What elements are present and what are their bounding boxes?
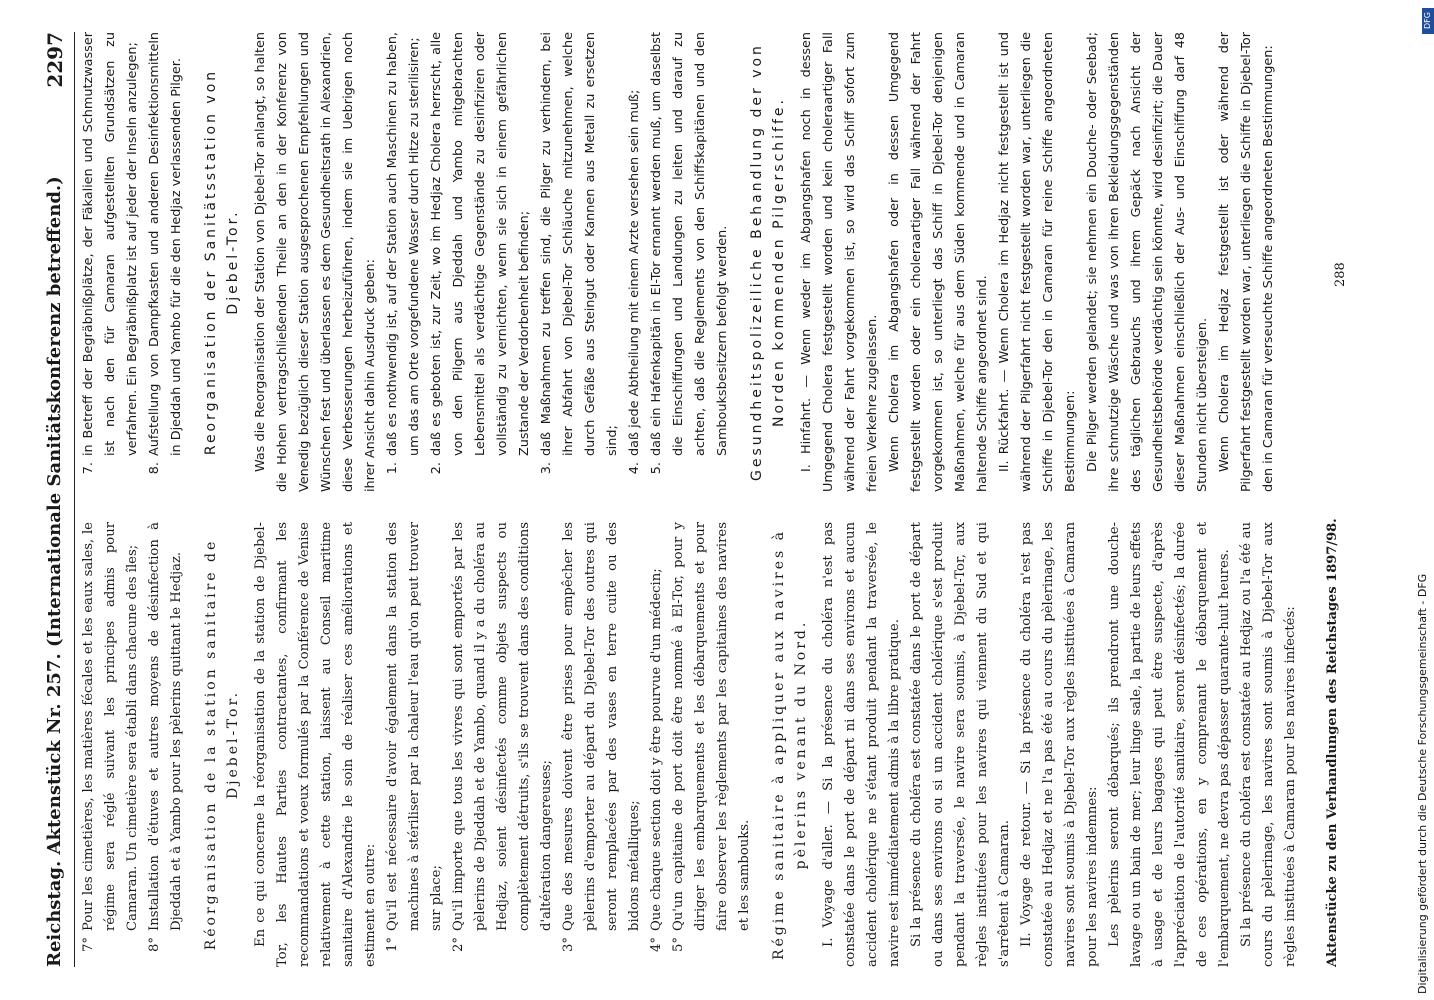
item-number: 3. <box>539 462 554 475</box>
german-column <box>78 32 1280 492</box>
numbered-item <box>78 32 144 492</box>
paragraph: I. Hinfahrt. — Wenn weder im Abgangshafen noch in dessen Umgegend Cholera festgestellt worden und kein choleraartiger Fall während der Fahrt vorgekommen ist, so wird das Schiff sofort zum freien Verkehre zugelassen. <box>799 32 880 492</box>
paragraph: Wenn Cholera im Abgangshafen oder in dessen Umgegend festgestellt worden oder ein choleraartiger Fall während der Fahrt vorgekommen ist, so unterliegt das Schiff in Djebel-Tor denjenigen Maßnahmen, welche für aus dem Süden kommende und in Camaran haltende Schiffe angeordnet sind. <box>887 32 990 492</box>
paragraph: Wenn Cholera im Hedjaz festgestellt ist oder während der Pilgerfahrt festgestellt worden war, unterliegen die Schiffe in Djebel-Tor den in Camaran für verseuchte Schiffe angeordneten Bestimmungen: <box>1217 32 1276 492</box>
section-heading-fr-1: Réorganisation de la station sanitaire de Djebel-Tor. <box>203 538 241 951</box>
item-text: daß es geboten ist, zur Zeit, wo im Hedjaz Cholera herrscht, alle von den Pilgern aus Djeddah und Yambo mitgebrachten Lebensmittel als verdächtige Gegenstände zu desinfiziren oder vollständig zu vernichten, wenn sie sich in einem gefährlichen Zustande der Verdorbenheit befinden; <box>429 32 532 456</box>
item-number: 7. <box>81 462 96 475</box>
item-text: in Betreff der Begräbnißplätze, der Fäkalien und Schmutzwasser ist nach den für Camaran aufgestellten Grundsätzen zu verfahren. Ein Begräbnißplatz ist auf jeder der Inseln anzulegen; <box>81 32 140 456</box>
paragraph: En ce qui concerne la réorganisation de la station de Djebel-Tor, les Hautes Parties contractantes, confirmant les recommandations et voeux formulés par la Conférence de Venise relativement à cette station, laissent au Conseil maritime sanitaire d'Alexandrie le soin de réaliser ces améliorations et estiment en outre: <box>253 522 378 967</box>
item-number: 2. <box>429 462 444 475</box>
section-heading-de-2: Gesundheitspolizeiliche Behandlung der von Norden kommenden Pilgerschiffe. <box>749 43 787 481</box>
numbered-item <box>536 32 624 492</box>
paragraph: Si la présence du choléra est constatée au Hedjaz ou l'a été au cours du pèlerinage, les navires sont soumis à Djebel-Tor aux règles instituées à Camaran pour les navires infectés: <box>1239 522 1298 967</box>
item-number: 8. <box>147 462 162 475</box>
item-text: Installation d'étuves et autres moyens de désinfection à Djeddah et à Yambo pour les pèlerins quittant le Hedjaz. <box>147 522 184 931</box>
item-number: 3° <box>561 937 576 952</box>
paragraph: II. Voyage de retour. — Si la présence du choléra n'est pas constatée au Hedjaz et ne l'a pas été au cours du pèlerinage, les navires sont soumis à Djebel-Tor aux règles instituées à Camaran pour les navires indemnes: <box>1019 522 1100 967</box>
numbered-item <box>144 32 188 492</box>
running-head: Reichstag. Aktenstück Nr. 257. (Internationale Sanitätskonferenz betreffend.) <box>44 176 65 967</box>
item-text: Que des mesures doivent être prises pour empêcher les pèlerins d'emporter au départ du Djebel-Tor des outres qui seront remplacées par des vases en terre cuite ou des bidons métalliques; <box>561 522 642 931</box>
item-text: daß es nothwendig ist, auf der Station auch Maschinen zu haben, um das am Orte vorgefundene Wasser durch Hitze zu sterilisiren; <box>385 32 422 456</box>
page-number: 2297 <box>43 32 67 88</box>
item-number: 1. <box>385 462 400 475</box>
item-text: daß Maßnahmen zu treffen sind, die Pilger zu verhindern, bei ihrer Abfahrt von Djebel-Tor Schläuche mitzunehmen, welche durch Gefäße aus Steingut oder Kannen aus Metall zu ersetzen sind; <box>539 32 620 456</box>
item-number: 4. <box>627 462 642 475</box>
paragraph: I. Voyage d'aller. — Si la présence du choléra n'est pas constatée dans le port de départ ni dans ses environs et aucun accident cholérique ne s'étant produit pendant la traversée, le navire est immédiatement admis à la libre pratique. <box>821 522 902 967</box>
item-text: Que chaque section doit y être pourvue d'un médecin; <box>649 568 664 931</box>
numbered-item <box>668 522 756 967</box>
page-footer: Aktenstücke zu den Verhandlungen des Reichstages 1897/98. <box>1325 518 1340 967</box>
item-text: Qu'il est nécessaire d'avoir également dans la station des machines à stériliser par la chaleur l'eau qu'on peut trouver sur place; <box>385 522 444 931</box>
paragraph: Si la présence du choléra est constatée dans le port de départ ou dans ses environs ou si un accident cholérique s'est produit pendant la traversée, le navire sera soumis, à Djebel-Tor, aux règles instituées pour les navires qui viennent du Sud et qui s'arrêtent à Camaran. <box>909 522 1012 967</box>
item-text: Qu'il importe que tous les vivres qui sont emportés par les pèlerins de Djeddah et de Yambo, quand il y a du choléra au Hedjaz, soient désinfectés comme objets suspects ou complètement détruits, s'ils se trouvent dans des conditions d'altération dangereuses; <box>451 522 554 931</box>
item-number: 4° <box>649 937 664 952</box>
numbered-item <box>558 522 646 967</box>
item-number: 8° <box>147 937 162 952</box>
paragraph: Was die Reorganisation der Station von Djebel-Tor anlangt, so halten die Hohen vertragschließenden Theile an den in der Konferenz von Venedig bezüglich dieser Station ausgesprochenen Empfehlungen und Wünschen fest und überlassen es dem Gesundheitsrath in Alexandrien, diese Verbesserungen herbeizuführen, indem sie im Uebrigen noch ihrer Ansicht dahin Ausdruck geben: <box>253 32 378 492</box>
numbered-item <box>382 32 426 492</box>
item-number: 5. <box>649 462 664 475</box>
numbered-item <box>144 522 188 967</box>
item-text: daß ein Hafenkapitän in El-Tor ernannt werden muß, um daselbst die Einschiffungen und Landungen zu leiten und darauf zu achten, daß die Reglements von den Schiffskapitänen und den Sambouksbesitzern befolgt werden. <box>649 32 730 456</box>
item-text: Aufstellung von Dampfkasten und anderen Desinfektionsmitteln in Djeddah und Yambo für die den Hedjaz verlassenden Pilger. <box>147 32 184 456</box>
section-heading-de-1: Reorganisation der Sanitätsstation von Djebel-Tor. <box>203 68 241 456</box>
paragraph: Les pèlerins seront débarqués; ils prendront une douche-lavage ou un bain de mer; leur linge sale, la partie de leurs effets à usage et de leurs bagages qui peut être suspecte, d'après l'appréciation de l'autorité sanitaire, seront désinfectés; la durée de ces opérations, en y comprenant le débarquement et l'embarquement, ne devra pas dépasser quarante-huit heures. <box>1107 522 1232 967</box>
numbered-item <box>646 32 734 492</box>
item-text: daß jede Abtheilung mit einem Arzte versehen sein muß; <box>627 89 642 456</box>
paragraph: II. Rückfahrt. — Wenn Cholera im Hedjaz nicht festgestellt ist und während der Pilgerfahrt nicht festgestellt worden war, unterliegen die Schiffe in Djebel-Tor den in Camaran für reine Schiffe angeordneten Bestimmungen: <box>997 32 1078 492</box>
section-heading-fr-2: Régime sanitaire à appliquer aux navires à pèlerins venant du Nord. <box>771 528 809 961</box>
numbered-item <box>448 522 558 967</box>
paragraph: Die Pilger werden gelandet; sie nehmen ein Douche- oder Seebad; ihre schmutzige Wäsche und was von ihren Bekleidungsgegenständen des täglichen Gebrauchs und ihrem Gepäck nach Ansicht der Gesundheitsbehörde verdächtig sein könnte, wird desinfizirt; die Dauer dieser Maßnahmen einschließlich der Aus- und Einschiffung darf 48 Stunden nicht übersteigen. <box>1085 32 1210 492</box>
numbered-item <box>78 522 144 967</box>
item-text: Pour les cimetières, les matières fécales et les eaux sales, le régime sera réglé suivant les principes admis pour Camaran. Un cimetière sera établi dans chacune des îles; <box>81 522 140 931</box>
numbered-item <box>426 32 536 492</box>
item-number: 7° <box>81 937 96 952</box>
digitization-credit: Digitalisierung gefördert durch die Deutsche Forschungsgemeinschaft - DFG <box>1416 573 1429 994</box>
numbered-item <box>624 32 646 492</box>
french-column <box>78 522 1302 967</box>
item-number: 2° <box>451 937 466 952</box>
item-number: 1° <box>385 937 400 952</box>
numbered-item <box>382 522 448 967</box>
bottom-page-number: 288 <box>1333 262 1348 287</box>
dfg-logo-icon: DFG <box>1422 8 1434 34</box>
item-text: Qu'un capitaine de port doit être nommé à El-Tor, pour y diriger les embarquements et les débarquements et pour faire observer les règlements par les capitaines des navires et les sambouks. <box>671 522 752 931</box>
item-number: 5° <box>671 937 686 952</box>
numbered-item <box>646 522 668 967</box>
page-header <box>40 32 75 967</box>
document-page <box>12 12 1412 987</box>
